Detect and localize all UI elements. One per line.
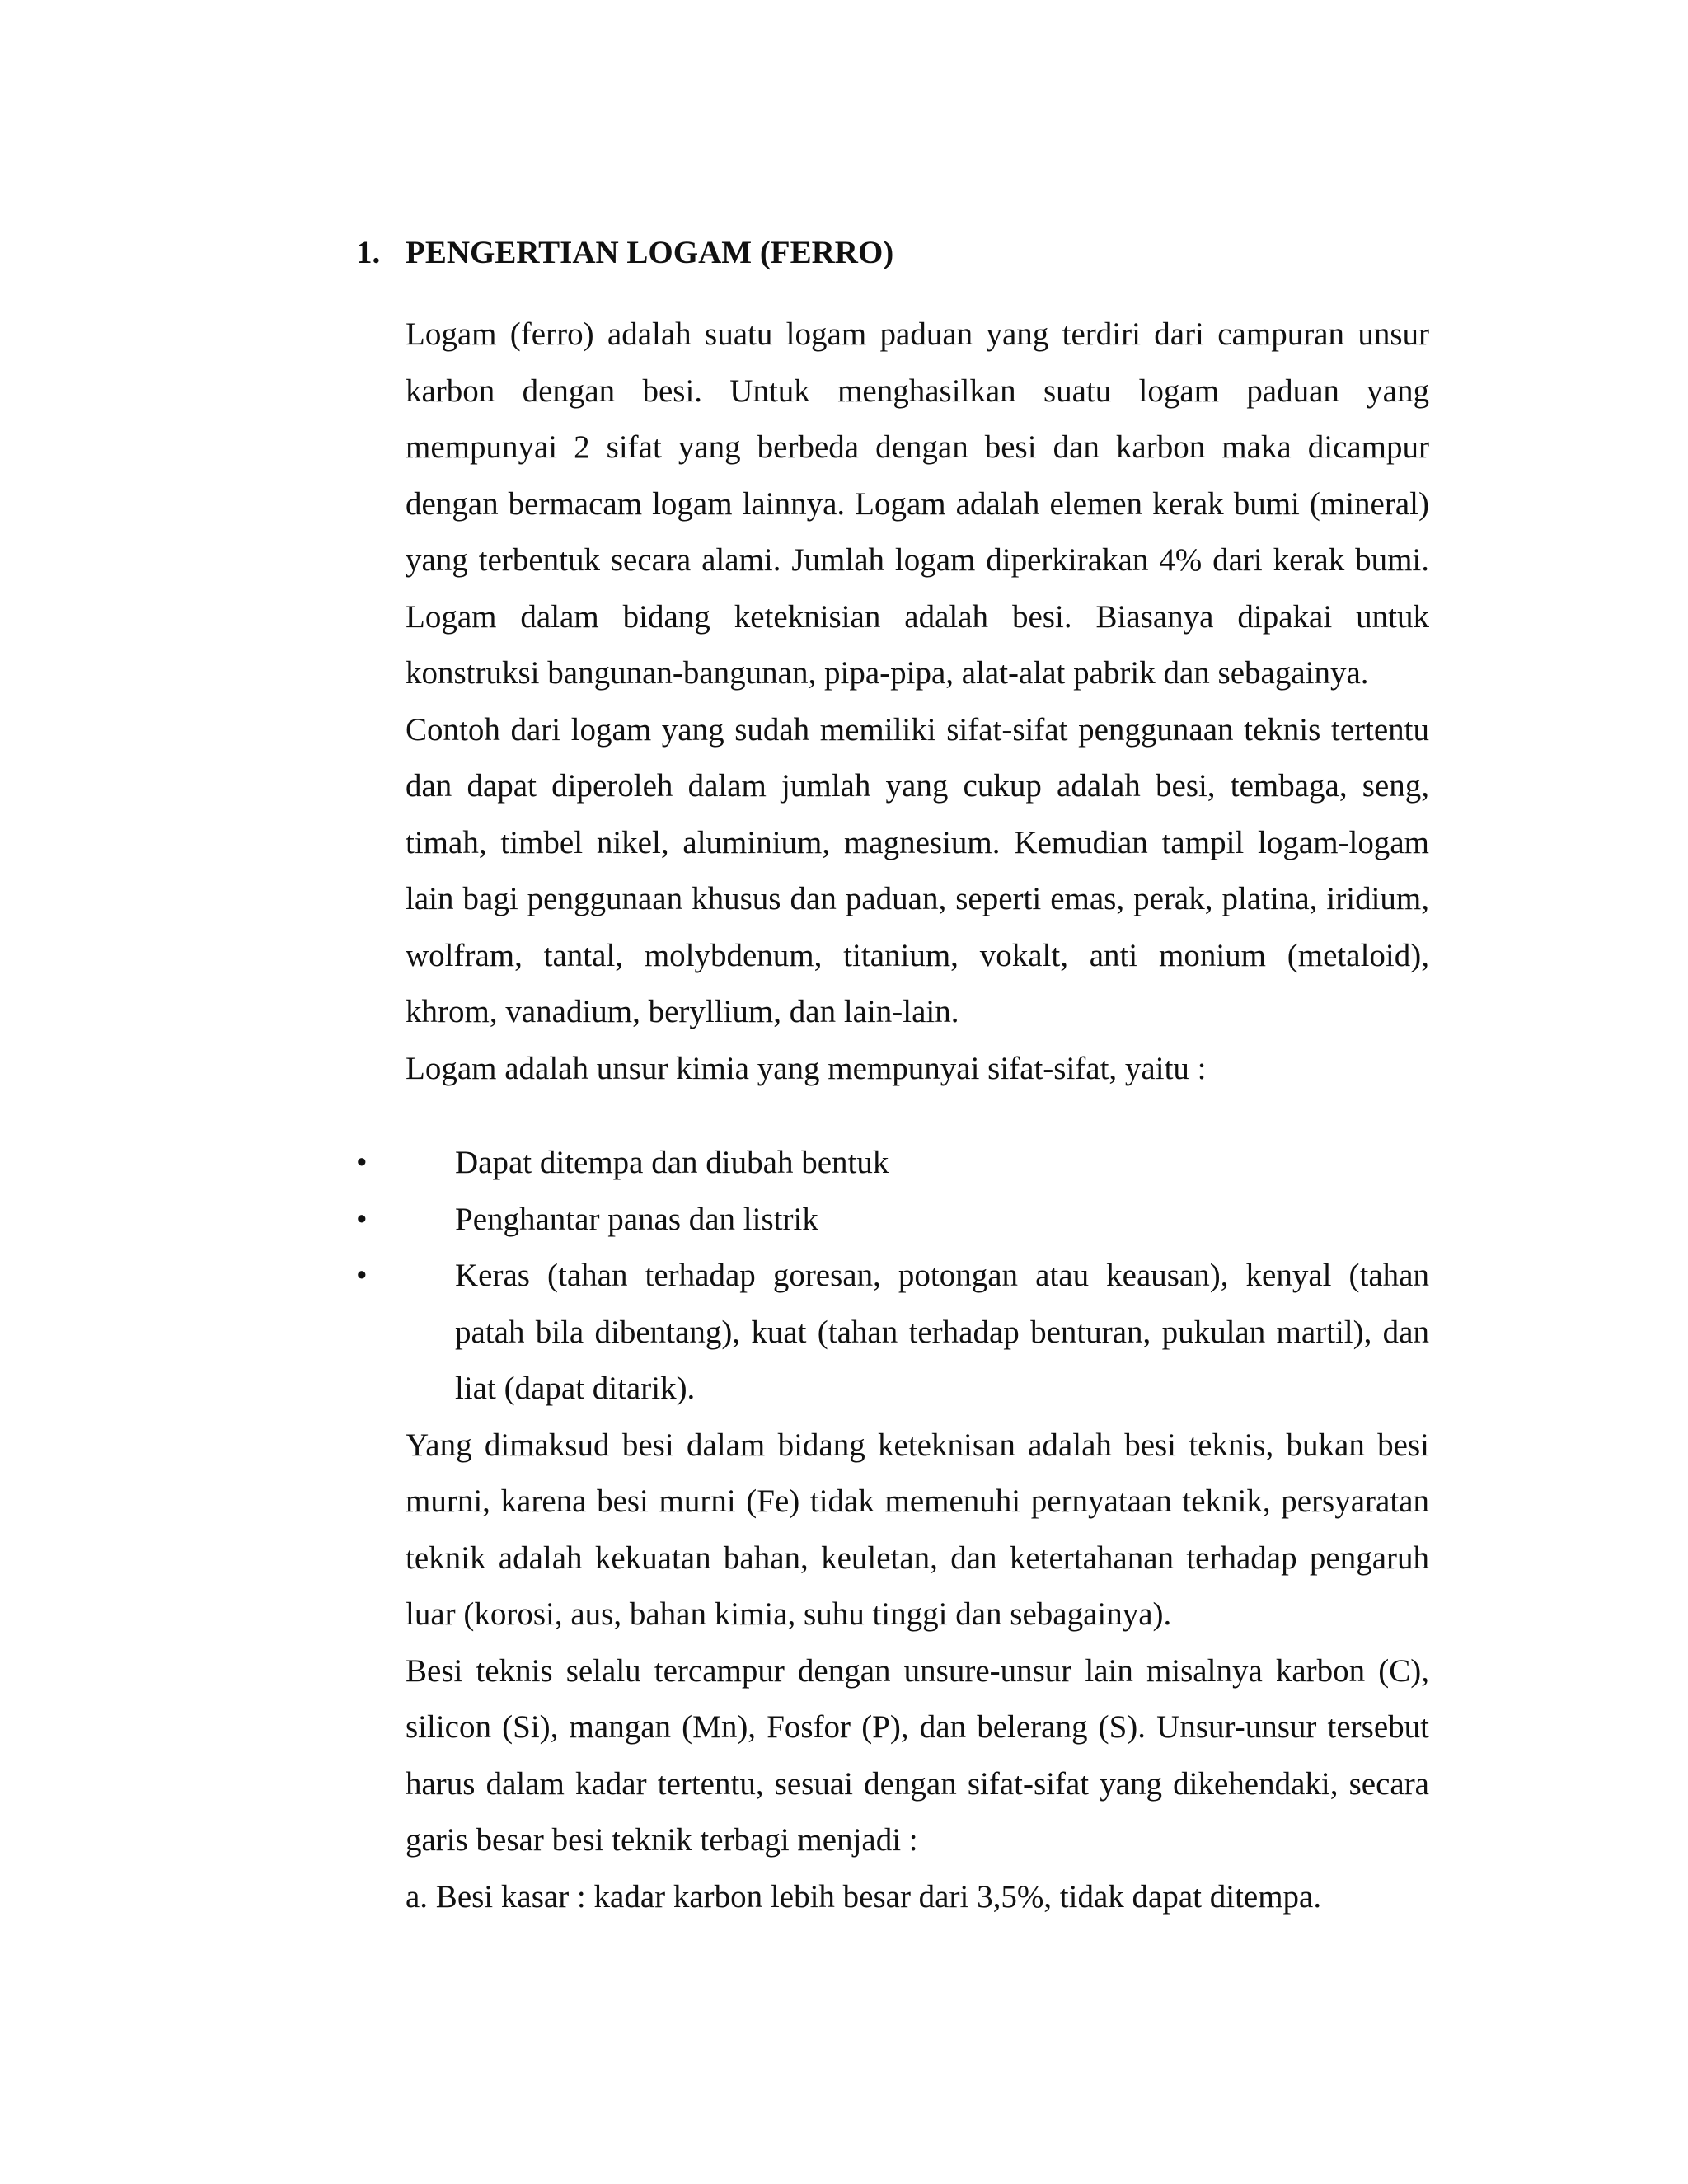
spacer [406,1097,1429,1135]
properties-list [356,1135,1429,1418]
paragraph-definition: Logam (ferro) adalah suatu logam paduan yang terdiri dari campuran unsur karbon dengan besi. Untuk menghasilkan suatu logam paduan yang mempunyai 2 sifat yang berbeda dengan besi dan karbon maka dicampur dengan bermacam logam lainnya. Logam adalah elemen kerak bumi (mineral) yang terbentuk secara alami. Jumlah logam diperkirakan 4% dari kerak bumi. Logam dalam bidang keteknisian adalah besi. Biasanya dipakai untuk konstruksi bangunan-bangunan, pipa-pipa, alat-alat pabrik dan sebagainya. [406,316,1429,691]
section-body [356,307,1429,1925]
section-heading [356,232,1428,274]
bullet-icon: • [356,1201,368,1237]
bullet-icon: • [356,1145,368,1180]
list-item [356,1135,1429,1192]
list-item [356,1248,1429,1418]
section-title: PENGERTIAN LOGAM (FERRO) [406,235,894,270]
list-item-text: Penghantar panas dan listrik [455,1201,818,1237]
list-item-text: Dapat ditempa dan diubah bentuk [455,1145,889,1180]
paragraph-alloy-elements: Besi teknis selalu tercampur dengan unsure-unsur lain misalnya karbon (C), silicon (Si), mangan (Mn), Fosfor (P), dan belerang (S). Unsur-unsur tersebut harus dalam kadar tertentu, sesuai dengan sifat-sifat yang dikehendaki, secara garis besar besi teknik terbagi menjadi : [406,1652,1429,1858]
section-number: 1. [356,235,381,270]
paragraph-cast-iron: a. Besi kasar : kadar karbon lebih besar dari 3,5%, tidak dapat ditempa. [406,1878,1322,1915]
list-item [356,1192,1429,1249]
paragraph-properties-intro: Logam adalah unsur kimia yang mempunyai sifat-sifat, yaitu : [406,1050,1207,1086]
paragraph-technical-iron: Yang dimaksud besi dalam bidang keteknisan adalah besi teknis, bukan besi murni, karena besi murni (Fe) tidak memenuhi pernyataan teknik, persyaratan teknik adalah kekuatan bahan, keuletan, dan ketertahanan terhadap pengaruh luar (korosi, aus, bahan kimia, suhu tinggi dan sebagainya). [406,1427,1429,1632]
bullet-icon: • [356,1258,368,1293]
paragraph-examples: Contoh dari logam yang sudah memiliki sifat-sifat penggunaan teknis tertentu dan dapat diperoleh dalam jumlah yang cukup adalah besi, tembaga, seng, timah, timbel nikel, aluminium, magnesium. Kemudian tampil logam-logam lain bagi penggunaan khusus dan paduan, seperti emas, perak, platina, iridium, wolfram, tantal, molybdenum, titanium, vokalt, anti monium (metaloid), khrom, vanadium, beryllium, dan lain-lain. [406,711,1429,1029]
list-item-text: Keras (tahan terhadap goresan, potongan atau keausan), kenyal (tahan patah bila dibentang), kuat (tahan terhadap benturan, pukulan martil), dan liat (dapat ditarik). [455,1258,1429,1406]
